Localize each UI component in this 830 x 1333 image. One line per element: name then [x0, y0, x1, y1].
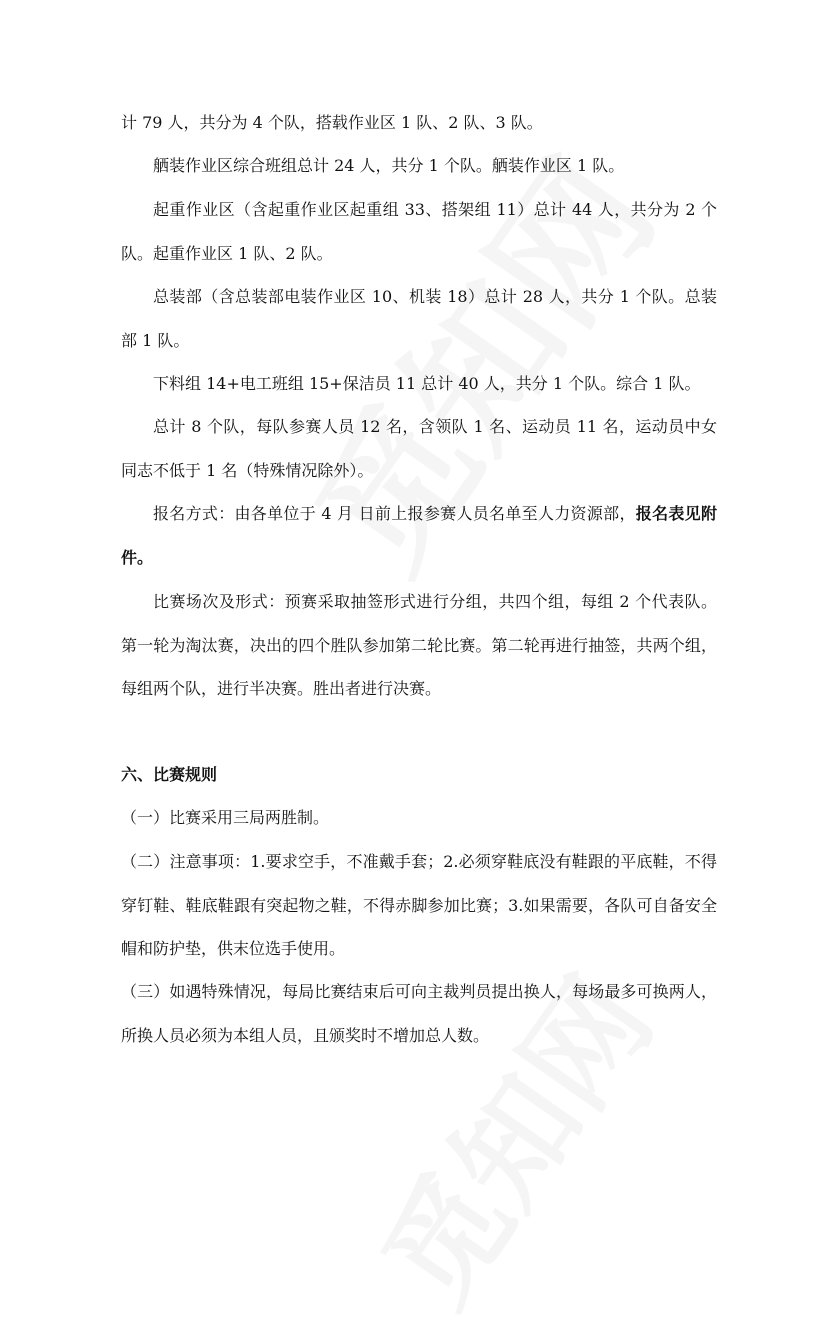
- registration-text: 报名方式：由各单位于 4 月 日前上报参赛人员名单至人力资源部，: [153, 504, 636, 523]
- paragraph-team-count-assembly: 计 79 人，共分为 4 个队，搭载作业区 1 队、2 队、3 队。: [121, 113, 543, 132]
- paragraph-assembly-dept: 总装部（含总装部电装作业区 10、机装 18）总计 28 人，共分 1 个队。总装部 1 队。: [121, 287, 717, 350]
- paragraph-registration: [121, 492, 717, 579]
- paragraph-total-teams: 总计 8 个队，每队参赛人员 12 名，含领队 1 名、运动员 11 名，运动员中女同志不低于 1 名（特殊情况除外）。: [121, 417, 717, 480]
- paragraph-match-format: 比赛场次及形式：预赛采取抽签形式进行分组，共四个组，每组 2 个代表队。第一轮为淘汰赛，决出的四个胜队参加第二轮比赛。第二轮再进行抽签，共两个组，每组两个队，进行半决赛。胜出者进行决赛。: [121, 592, 717, 698]
- paragraph-outfitting: 舾装作业区综合班组总计 24 人，共分 1 个队。舾装作业区 1 队。: [153, 156, 625, 175]
- paragraph-lifting: 起重作业区（含起重作业区起重组 33、搭架组 11）总计 44 人，共分为 2 个队。起重作业区 1 队、2 队。: [121, 200, 717, 263]
- registration-form-note: 报名表见附件。: [121, 504, 717, 567]
- paragraph-cutting-group: 下料组 14+电工班组 15+保洁员 11 总计 40 人，共分 1 个队。综合 1 队。: [153, 374, 701, 393]
- rule-1: （一）比赛采用三局两胜制。: [121, 808, 330, 827]
- section-heading-rules: 六、比赛规则: [121, 765, 218, 784]
- rule-2: （二）注意事项：1.要求空手，不准戴手套；2.必须穿鞋底没有鞋跟的平底鞋，不得穿钉鞋、鞋底鞋跟有突起物之鞋，不得赤脚参加比赛；3.如果需要，各队可自备安全帽和防护垫，供末位选手使用。: [121, 852, 717, 958]
- rule-3: （三）如遇特殊情况，每局比赛结束后可向主裁判员提出换人，每场最多可换两人，所换人员必须为本组人员，且颁奖时不增加总人数。: [121, 982, 717, 1045]
